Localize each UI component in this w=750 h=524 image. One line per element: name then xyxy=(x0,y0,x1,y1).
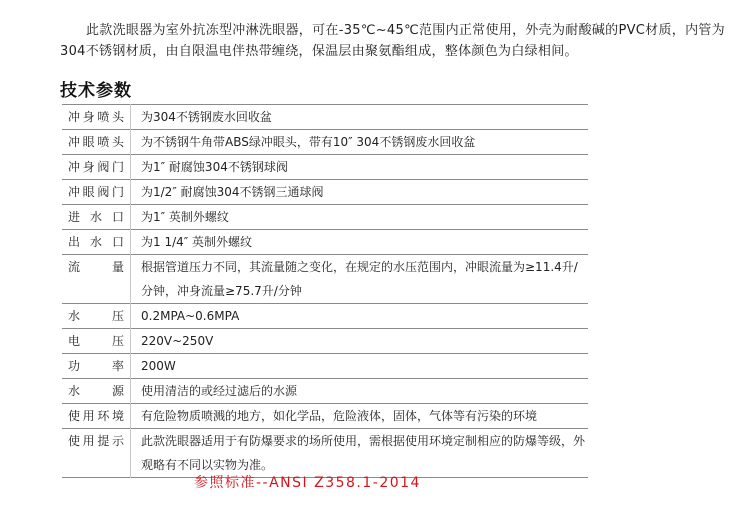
param-label: 冲眼阀门 xyxy=(62,180,131,205)
param-label: 冲身阀门 xyxy=(62,155,131,180)
param-value: 有危险物质喷溅的地方，如化学品，危险液体，固体，气体等有污染的环境 xyxy=(141,409,538,423)
param-label: 流量 xyxy=(62,255,131,304)
section-title: 技术参数 xyxy=(60,81,132,101)
param-label: 出水口 xyxy=(62,230,131,255)
param-label: 水源 xyxy=(62,379,131,404)
spec-row xyxy=(62,180,588,205)
spec-row xyxy=(62,205,588,230)
param-value: 为1″ 耐腐蚀304不锈钢球阀 xyxy=(141,160,288,174)
param-value: 0.2MPA~0.6MPA xyxy=(141,309,240,323)
spec-row xyxy=(62,404,588,429)
spec-row xyxy=(62,304,588,329)
spec-row xyxy=(62,329,588,354)
param-value: 为不锈钢牛角带ABS绿冲眼头，带有10″ 304不锈钢废水回收盆 xyxy=(141,135,476,149)
param-label: 使用环境 xyxy=(62,404,131,429)
param-value: 使用清洁的或经过滤后的水源 xyxy=(141,384,298,398)
param-value: 200W xyxy=(141,359,176,373)
spec-row xyxy=(62,230,588,255)
param-value: 根据管道压力不同，其流量随之变化，在规定的水压范围内，冲眼流量为≥11.4升/分钟，冲身流量≥75.7升/分钟 xyxy=(141,260,578,298)
param-label: 冲身喷头 xyxy=(62,105,131,130)
param-label: 电压 xyxy=(62,329,131,354)
spec-row xyxy=(62,379,588,404)
param-value: 为1/2″ 耐腐蚀304不锈钢三通球阀 xyxy=(141,185,324,199)
spec-row xyxy=(62,354,588,379)
spec-row xyxy=(62,429,588,478)
spec-row xyxy=(62,130,588,155)
spec-row xyxy=(62,155,588,180)
spec-row xyxy=(62,105,588,130)
intro-paragraph: 此款洗眼器为室外抗冻型冲淋洗眼器，可在-35℃~45℃范围内正常使用，外壳为耐酸碱的PVC材质，内管为304不锈钢材质，由自限温电伴热带缠绕，保温层由聚氨酯组成，整体颜色为白绿相间。 xyxy=(60,23,725,59)
param-value: 为1 1/4″ 英制外螺纹 xyxy=(141,235,253,249)
param-label: 使用提示 xyxy=(62,429,131,478)
standard-reference: 参照标准--ANSI Z358.1-2014 xyxy=(194,475,421,491)
param-value: 此款洗眼器适用于有防爆要求的场所使用，需根据使用环境定制相应的防爆等级，外观略有不同以实物为准。 xyxy=(141,434,586,472)
spec-table xyxy=(62,104,588,478)
param-value: 220V~250V xyxy=(141,334,214,348)
param-label: 进水口 xyxy=(62,205,131,230)
param-label: 水压 xyxy=(62,304,131,329)
param-label: 功率 xyxy=(62,354,131,379)
param-value: 为1″ 英制外螺纹 xyxy=(141,210,229,224)
spec-row xyxy=(62,255,588,304)
param-label: 冲眼喷头 xyxy=(62,130,131,155)
param-value: 为304不锈钢废水回收盆 xyxy=(141,110,272,124)
